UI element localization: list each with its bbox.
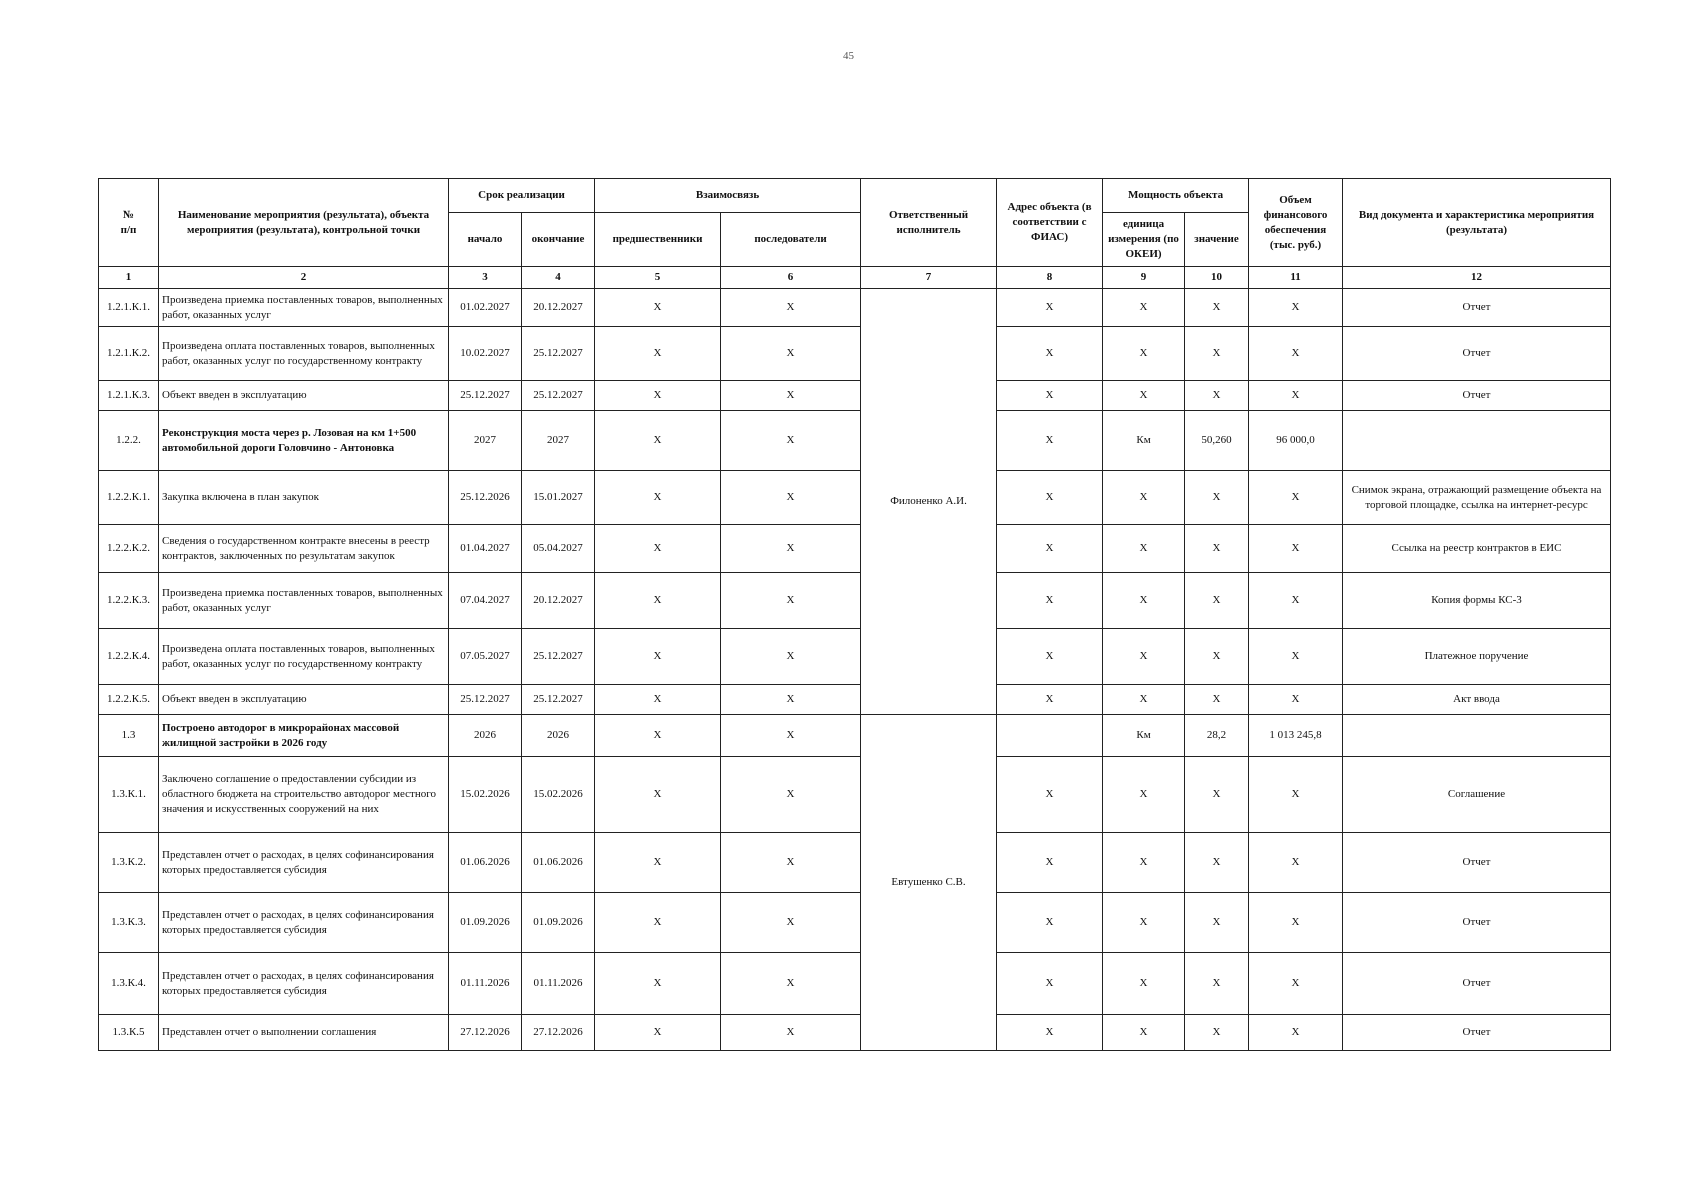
row-end-date: 25.12.2027 xyxy=(522,685,595,715)
row-finance: X xyxy=(1249,893,1343,953)
page-number: 45 xyxy=(843,50,854,62)
header-link-next: последователи xyxy=(721,213,861,267)
row-document: Отчет xyxy=(1343,953,1611,1015)
column-number: 1 xyxy=(99,267,159,289)
row-power-value: X xyxy=(1185,833,1249,893)
row-finance: X xyxy=(1249,573,1343,629)
row-finance: X xyxy=(1249,327,1343,381)
header-power-value: значение xyxy=(1185,213,1249,267)
table-row xyxy=(99,411,1611,471)
row-finance: X xyxy=(1249,629,1343,685)
column-number: 7 xyxy=(861,267,997,289)
row-successors: X xyxy=(721,525,861,573)
row-end-date: 25.12.2027 xyxy=(522,381,595,411)
row-name: Закупка включена в план закупок xyxy=(159,471,449,525)
row-address: X xyxy=(997,833,1103,893)
row-address: X xyxy=(997,573,1103,629)
row-predecessors: X xyxy=(595,327,721,381)
row-finance: X xyxy=(1249,953,1343,1015)
row-end-date: 2027 xyxy=(522,411,595,471)
row-address: X xyxy=(997,757,1103,833)
header-term: Срок реализации xyxy=(449,179,595,213)
row-finance: X xyxy=(1249,525,1343,573)
row-number: 1.2.2. xyxy=(99,411,159,471)
row-number: 1.3.К.3. xyxy=(99,893,159,953)
row-start-date: 15.02.2026 xyxy=(449,757,522,833)
row-power-unit: X xyxy=(1103,1015,1185,1051)
row-power-unit: X xyxy=(1103,953,1185,1015)
row-successors: X xyxy=(721,893,861,953)
row-name: Объект введен в эксплуатацию xyxy=(159,381,449,411)
row-predecessors: X xyxy=(595,685,721,715)
row-document: Платежное поручение xyxy=(1343,629,1611,685)
row-end-date: 20.12.2027 xyxy=(522,573,595,629)
responsible-person: Филоненко А.И. xyxy=(861,289,997,715)
row-start-date: 01.06.2026 xyxy=(449,833,522,893)
column-number: 11 xyxy=(1249,267,1343,289)
row-successors: X xyxy=(721,411,861,471)
row-successors: X xyxy=(721,715,861,757)
row-name: Представлен отчет о расходах, в целях софинансирования которых предоставляется субсидия xyxy=(159,893,449,953)
row-name: Произведена приемка поставленных товаров, выполненных работ, оказанных услуг xyxy=(159,289,449,327)
responsible-person: Евтушенко С.В. xyxy=(861,715,997,1051)
column-number: 5 xyxy=(595,267,721,289)
row-predecessors: X xyxy=(595,471,721,525)
row-power-value: X xyxy=(1185,893,1249,953)
row-start-date: 01.02.2027 xyxy=(449,289,522,327)
row-start-date: 10.02.2027 xyxy=(449,327,522,381)
header-power: Мощность объекта xyxy=(1103,179,1249,213)
row-document xyxy=(1343,715,1611,757)
row-number: 1.2.1.К.2. xyxy=(99,327,159,381)
row-name: Представлен отчет о расходах, в целях софинансирования которых предоставляется субсидия xyxy=(159,833,449,893)
header-name: Наименование мероприятия (результата), объекта мероприятия (результата), контрольной точки xyxy=(159,179,449,267)
row-start-date: 01.11.2026 xyxy=(449,953,522,1015)
row-predecessors: X xyxy=(595,411,721,471)
row-power-unit: Км xyxy=(1103,715,1185,757)
row-power-unit: Км xyxy=(1103,411,1185,471)
row-document: Отчет xyxy=(1343,833,1611,893)
row-predecessors: X xyxy=(595,289,721,327)
column-numbers-row xyxy=(99,267,1611,289)
row-power-value: 50,260 xyxy=(1185,411,1249,471)
row-predecessors: X xyxy=(595,629,721,685)
row-successors: X xyxy=(721,953,861,1015)
row-end-date: 27.12.2026 xyxy=(522,1015,595,1051)
row-address: X xyxy=(997,893,1103,953)
row-document: Отчет xyxy=(1343,327,1611,381)
header-term-end: окончание xyxy=(522,213,595,267)
row-start-date: 27.12.2026 xyxy=(449,1015,522,1051)
row-power-unit: X xyxy=(1103,757,1185,833)
row-power-value: X xyxy=(1185,757,1249,833)
table-row xyxy=(99,715,1611,757)
row-address: X xyxy=(997,1015,1103,1051)
column-number: 4 xyxy=(522,267,595,289)
column-number: 12 xyxy=(1343,267,1611,289)
row-successors: X xyxy=(721,573,861,629)
row-number: 1.2.2.К.5. xyxy=(99,685,159,715)
row-power-value: X xyxy=(1185,289,1249,327)
row-name: Построено автодорог в микрорайонах массовой жилищной застройки в 2026 году xyxy=(159,715,449,757)
row-end-date: 2026 xyxy=(522,715,595,757)
row-start-date: 07.05.2027 xyxy=(449,629,522,685)
row-end-date: 25.12.2027 xyxy=(522,327,595,381)
row-number: 1.2.2.К.1. xyxy=(99,471,159,525)
row-document: Отчет xyxy=(1343,893,1611,953)
row-successors: X xyxy=(721,685,861,715)
row-address: X xyxy=(997,471,1103,525)
table-body xyxy=(99,289,1611,1051)
row-number: 1.2.2.К.2. xyxy=(99,525,159,573)
row-power-unit: X xyxy=(1103,629,1185,685)
row-document: Соглашение xyxy=(1343,757,1611,833)
row-document xyxy=(1343,411,1611,471)
row-predecessors: X xyxy=(595,525,721,573)
row-name: Реконструкция моста через р. Лозовая на км 1+500 автомобильной дороги Головчино - Антоновка xyxy=(159,411,449,471)
header-finance: Объем финансового обеспечения (тыс. руб.) xyxy=(1249,179,1343,267)
row-successors: X xyxy=(721,629,861,685)
row-successors: X xyxy=(721,833,861,893)
row-predecessors: X xyxy=(595,381,721,411)
table-row xyxy=(99,757,1611,833)
table-row xyxy=(99,573,1611,629)
row-finance: X xyxy=(1249,685,1343,715)
row-start-date: 25.12.2027 xyxy=(449,381,522,411)
row-address: X xyxy=(997,953,1103,1015)
table-row xyxy=(99,629,1611,685)
row-number: 1.3.К.1. xyxy=(99,757,159,833)
row-finance: X xyxy=(1249,833,1343,893)
table-row xyxy=(99,289,1611,327)
row-end-date: 20.12.2027 xyxy=(522,289,595,327)
row-end-date: 01.11.2026 xyxy=(522,953,595,1015)
header-power-unit: единица измерения (по ОКЕИ) xyxy=(1103,213,1185,267)
row-power-value: 28,2 xyxy=(1185,715,1249,757)
row-address: X xyxy=(997,411,1103,471)
row-finance: 1 013 245,8 xyxy=(1249,715,1343,757)
row-power-unit: X xyxy=(1103,381,1185,411)
row-number: 1.3.К.2. xyxy=(99,833,159,893)
row-address: X xyxy=(997,381,1103,411)
row-name: Сведения о государственном контракте внесены в реестр контрактов, заключенных по результатам закупок xyxy=(159,525,449,573)
row-finance: X xyxy=(1249,381,1343,411)
row-name: Произведена оплата поставленных товаров, выполненных работ, оказанных услуг по государственному контракту xyxy=(159,327,449,381)
row-power-unit: X xyxy=(1103,833,1185,893)
row-finance: X xyxy=(1249,1015,1343,1051)
row-power-unit: X xyxy=(1103,685,1185,715)
row-successors: X xyxy=(721,327,861,381)
row-document: Копия формы КС-3 xyxy=(1343,573,1611,629)
row-power-unit: X xyxy=(1103,289,1185,327)
row-name: Представлен отчет о расходах, в целях софинансирования которых предоставляется субсидия xyxy=(159,953,449,1015)
row-start-date: 25.12.2026 xyxy=(449,471,522,525)
row-power-unit: X xyxy=(1103,471,1185,525)
row-document: Снимок экрана, отражающий размещение объекта на торговой площадке, ссылка на интернет-ресурс xyxy=(1343,471,1611,525)
row-power-value: X xyxy=(1185,327,1249,381)
row-address: X xyxy=(997,289,1103,327)
row-end-date: 01.06.2026 xyxy=(522,833,595,893)
row-finance: 96 000,0 xyxy=(1249,411,1343,471)
row-start-date: 01.04.2027 xyxy=(449,525,522,573)
row-document: Акт ввода xyxy=(1343,685,1611,715)
row-name: Заключено соглашение о предоставлении субсидии из областного бюджета на строительство автодорог местного значения и искусственных сооружений на них xyxy=(159,757,449,833)
row-successors: X xyxy=(721,757,861,833)
row-predecessors: X xyxy=(595,1015,721,1051)
table-row xyxy=(99,1015,1611,1051)
column-number: 6 xyxy=(721,267,861,289)
row-document: Ссылка на реестр контрактов в ЕИС xyxy=(1343,525,1611,573)
row-address: X xyxy=(997,685,1103,715)
table-header xyxy=(99,179,1611,289)
row-power-value: X xyxy=(1185,685,1249,715)
row-document: Отчет xyxy=(1343,289,1611,327)
row-start-date: 2027 xyxy=(449,411,522,471)
row-start-date: 07.04.2027 xyxy=(449,573,522,629)
row-predecessors: X xyxy=(595,833,721,893)
row-document: Отчет xyxy=(1343,1015,1611,1051)
row-end-date: 15.01.2027 xyxy=(522,471,595,525)
row-end-date: 01.09.2026 xyxy=(522,893,595,953)
row-power-value: X xyxy=(1185,525,1249,573)
row-power-value: X xyxy=(1185,953,1249,1015)
row-name: Объект введен в эксплуатацию xyxy=(159,685,449,715)
row-successors: X xyxy=(721,381,861,411)
table-row xyxy=(99,525,1611,573)
row-name: Произведена оплата поставленных товаров, выполненных работ, оказанных услуг по государственному контракту xyxy=(159,629,449,685)
row-predecessors: X xyxy=(595,573,721,629)
row-power-value: X xyxy=(1185,471,1249,525)
row-successors: X xyxy=(721,1015,861,1051)
row-power-value: X xyxy=(1185,381,1249,411)
row-number: 1.3 xyxy=(99,715,159,757)
column-number: 9 xyxy=(1103,267,1185,289)
row-end-date: 05.04.2027 xyxy=(522,525,595,573)
row-finance: X xyxy=(1249,289,1343,327)
row-number: 1.2.2.К.3. xyxy=(99,573,159,629)
row-address xyxy=(997,715,1103,757)
row-predecessors: X xyxy=(595,757,721,833)
row-finance: X xyxy=(1249,757,1343,833)
row-end-date: 15.02.2026 xyxy=(522,757,595,833)
row-power-value: X xyxy=(1185,629,1249,685)
row-predecessors: X xyxy=(595,715,721,757)
row-power-unit: X xyxy=(1103,525,1185,573)
row-name: Произведена приемка поставленных товаров, выполненных работ, оказанных услуг xyxy=(159,573,449,629)
table-row xyxy=(99,953,1611,1015)
column-number: 3 xyxy=(449,267,522,289)
row-number: 1.2.2.К.4. xyxy=(99,629,159,685)
row-number: 1.2.1.К.1. xyxy=(99,289,159,327)
table-row xyxy=(99,833,1611,893)
row-address: X xyxy=(997,327,1103,381)
header-doc: Вид документа и характеристика мероприятия (результата) xyxy=(1343,179,1611,267)
row-successors: X xyxy=(721,289,861,327)
row-power-value: X xyxy=(1185,573,1249,629)
header-num: № п/п xyxy=(99,179,159,267)
header-link: Взаимосвязь xyxy=(595,179,861,213)
row-name: Представлен отчет о выполнении соглашения xyxy=(159,1015,449,1051)
row-predecessors: X xyxy=(595,893,721,953)
column-number: 10 xyxy=(1185,267,1249,289)
row-end-date: 25.12.2027 xyxy=(522,629,595,685)
header-responsible: Ответственный исполнитель xyxy=(861,179,997,267)
column-number: 8 xyxy=(997,267,1103,289)
events-table xyxy=(98,178,1611,1051)
row-predecessors: X xyxy=(595,953,721,1015)
table-row xyxy=(99,327,1611,381)
header-link-prev: предшественники xyxy=(595,213,721,267)
column-number: 2 xyxy=(159,267,449,289)
row-power-unit: X xyxy=(1103,327,1185,381)
table-row xyxy=(99,471,1611,525)
header-address: Адрес объекта (в соответствии с ФИАС) xyxy=(997,179,1103,267)
row-successors: X xyxy=(721,471,861,525)
row-power-unit: X xyxy=(1103,893,1185,953)
row-finance: X xyxy=(1249,471,1343,525)
row-start-date: 2026 xyxy=(449,715,522,757)
row-power-value: X xyxy=(1185,1015,1249,1051)
header-term-start: начало xyxy=(449,213,522,267)
row-start-date: 01.09.2026 xyxy=(449,893,522,953)
row-number: 1.3.К.5 xyxy=(99,1015,159,1051)
row-address: X xyxy=(997,525,1103,573)
row-document: Отчет xyxy=(1343,381,1611,411)
row-address: X xyxy=(997,629,1103,685)
row-start-date: 25.12.2027 xyxy=(449,685,522,715)
table-row xyxy=(99,893,1611,953)
row-number: 1.3.К.4. xyxy=(99,953,159,1015)
table-row xyxy=(99,381,1611,411)
table-row xyxy=(99,685,1611,715)
row-power-unit: X xyxy=(1103,573,1185,629)
row-number: 1.2.1.К.3. xyxy=(99,381,159,411)
